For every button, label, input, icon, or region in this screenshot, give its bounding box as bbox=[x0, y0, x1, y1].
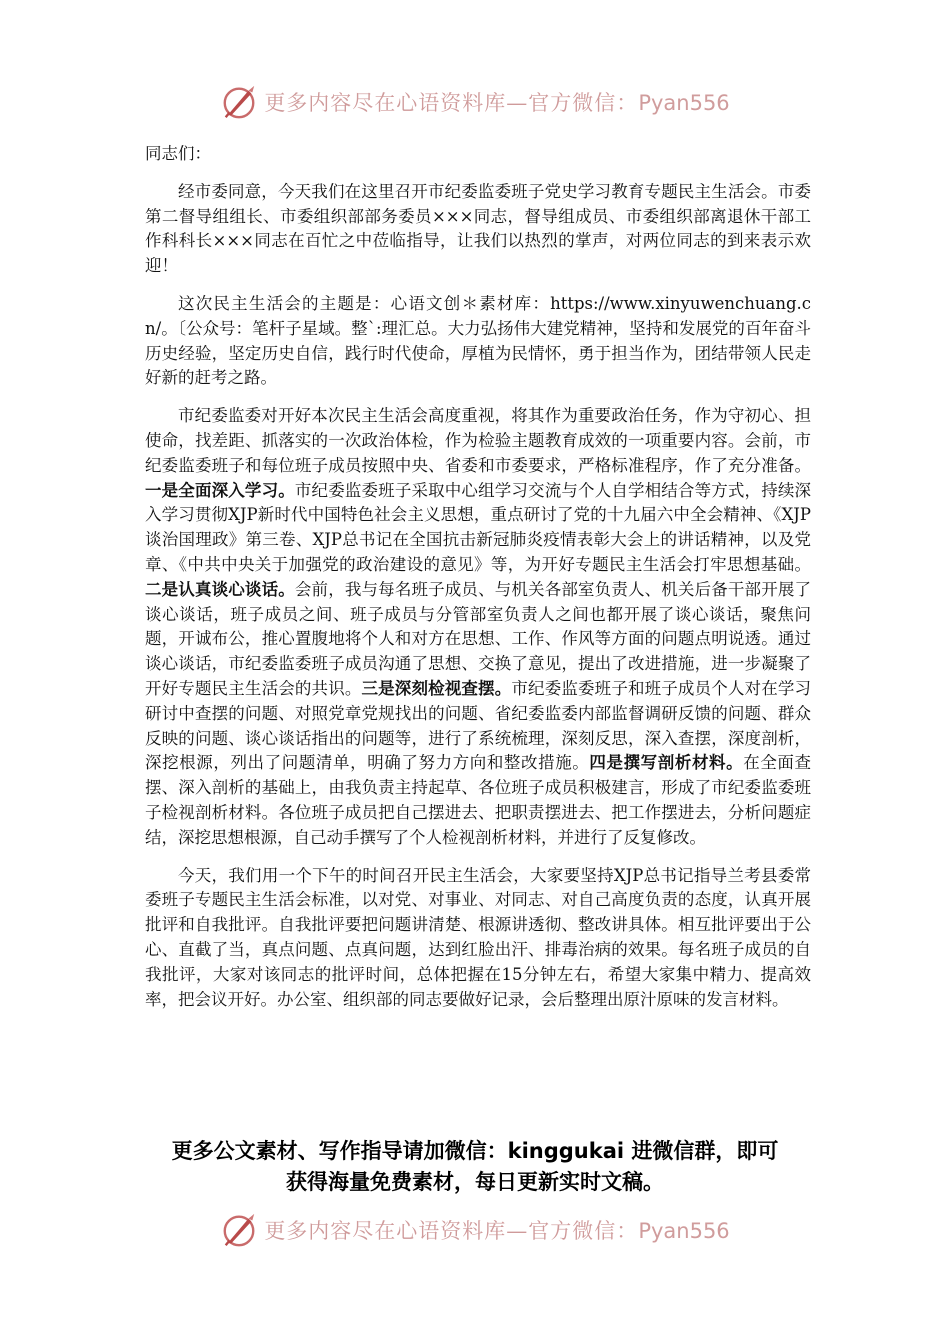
banner-text: 更多内容尽在心语资料库—官方微信：Pyan556 bbox=[264, 1219, 730, 1243]
banner-wechat-id: Pyan556 bbox=[638, 91, 730, 115]
salutation: 同志们： bbox=[145, 144, 211, 163]
point-4-heading: 四是撰写剖析材料。 bbox=[589, 753, 744, 773]
quill-pen-logo-icon bbox=[220, 83, 258, 121]
promo-line-2: 获得海量免费素材，每日更新实时文稿。 bbox=[286, 1170, 664, 1194]
paragraph-2: 这次民主生活会的主题是：心语文创＊素材库：https://www.xinyuwenchuang.cn/。〔公众号：笔杆子星域。整`:理汇总。大力弘扬伟大建党精神，坚持和发展党的百年奋斗历史经验，坚定历史自信，践行时代使命，厚植为民情怀，勇于担当作为，团结带领人民走好新的赶考之路。 bbox=[145, 293, 811, 388]
document-body bbox=[145, 142, 811, 1025]
point-4-text: 在全面查摆、深入剖析的基础上，由我负责主持起草、各位班子成员积极建言，形成了市纪委监委班子检视剖析材料。各位班子成员把自己摆进去、把职责摆进去、把工作摆进去，分析问题症结，深挖思想根源，自己动手撰写了个人检视剖析材料，并进行了反复修改。 bbox=[145, 753, 812, 847]
banner-text: 更多内容尽在心语资料库—官方微信：Pyan556 bbox=[264, 91, 730, 115]
quill-pen-logo-icon bbox=[220, 1211, 258, 1249]
paragraph-3-intro: 市纪委监委对开好本次民主生活会高度重视，将其作为重要政治任务，作为守初心、担使命，找差距、抓落实的一次政治体检，作为检验主题教育成效的一项重要内容。会前，市纪委监委班子和每位班子成员按照中央、省委和市委要求，严格标准程序，作了充分准备。 bbox=[145, 406, 811, 475]
paragraph-3 bbox=[145, 404, 811, 850]
promo-line-1: 更多公文素材、写作指导请加微信：kinggukai 进微信群，即可 bbox=[171, 1139, 779, 1163]
point-3-text: 市纪委监委班子和班子成员个人对在学习研讨中查摆的问题、对照党章党规找出的问题、省纪委监委内部监督调研反馈的问题、群众反映的问题、谈心谈话指出的问题等，进行了系统梳理，深刻反思，深入查摆，深度剖析，深挖根源，列出了问题清单，明确了努力方向和整改措施。 bbox=[145, 678, 812, 773]
point-3-heading: 三是深刻检视查摆。 bbox=[361, 678, 512, 698]
footer-banner bbox=[0, 1206, 950, 1254]
paragraph-1: 经市委同意，今天我们在这里召开市纪委监委班子党史学习教育专题民主生活会。市委第二督导组组长、市委组织部部务委员×××同志，督导组成员、市委组织部离退休干部工作科科长×××同志在百忙之中莅临指导，让我们以热烈的掌声，对两位同志的到来表示欢迎！ bbox=[145, 181, 811, 276]
point-2-text: 会前，我与每名班子成员、与机关各部室负责人、机关后备干部开展了谈心谈话，班子成员之间、班子成员与分管部室负责人之间也都开展了谈心谈话，聚焦问题，开诚布公，推心置腹地将个人和对方在思想、工作、作风等方面的问题点明说透。通过谈心谈话，市纪委监委班子成员沟通了思想、交换了意见，提出了改进措施，进一步凝聚了开好专题民主生活会的共识。 bbox=[145, 579, 812, 698]
header-banner bbox=[0, 78, 950, 126]
promo-text bbox=[130, 1136, 820, 1198]
banner-wechat-id: Pyan556 bbox=[638, 1219, 730, 1243]
point-2-heading: 二是认真谈心谈话。 bbox=[145, 579, 295, 599]
point-1-heading: 一是全面深入学习。 bbox=[145, 480, 295, 500]
point-1-text: 市纪委监委班子采取中心组学习交流与个人自学相结合等方式，持续深入学习贯彻XJP新时代中国特色社会主义思想，重点研讨了党的十九届六中全会精神、《XJP谈治国理政》第三卷、XJP总书记在全国抗击新冠肺炎疫情表彰大会上的讲话精神，以及党章、《中共中央关于加强党的政治建设的意见》等，为开好专题民主生活会打牢思想基础。 bbox=[145, 480, 812, 574]
paragraph-4: 今天，我们用一个下午的时间召开民主生活会，大家要坚持XJP总书记指导兰考县委常委班子专题民主生活会标准，以对党、对事业、对同志、对自己高度负责的态度，认真开展批评和自我批评。自我批评要把问题讲清楚、根源讲透彻、整改讲具体。相互批评要出于公心、直截了当，真点问题、点真问题，达到红脸出汗、排毒治病的效果。每名班子成员的自我批评，大家对该同志的批评时间，总体把握在15分钟左右，希望大家集中精力、提高效率，把会议开好。办公室、组织部的同志要做好记录，会后整理出原汁原味的发言材料。 bbox=[145, 865, 811, 1009]
